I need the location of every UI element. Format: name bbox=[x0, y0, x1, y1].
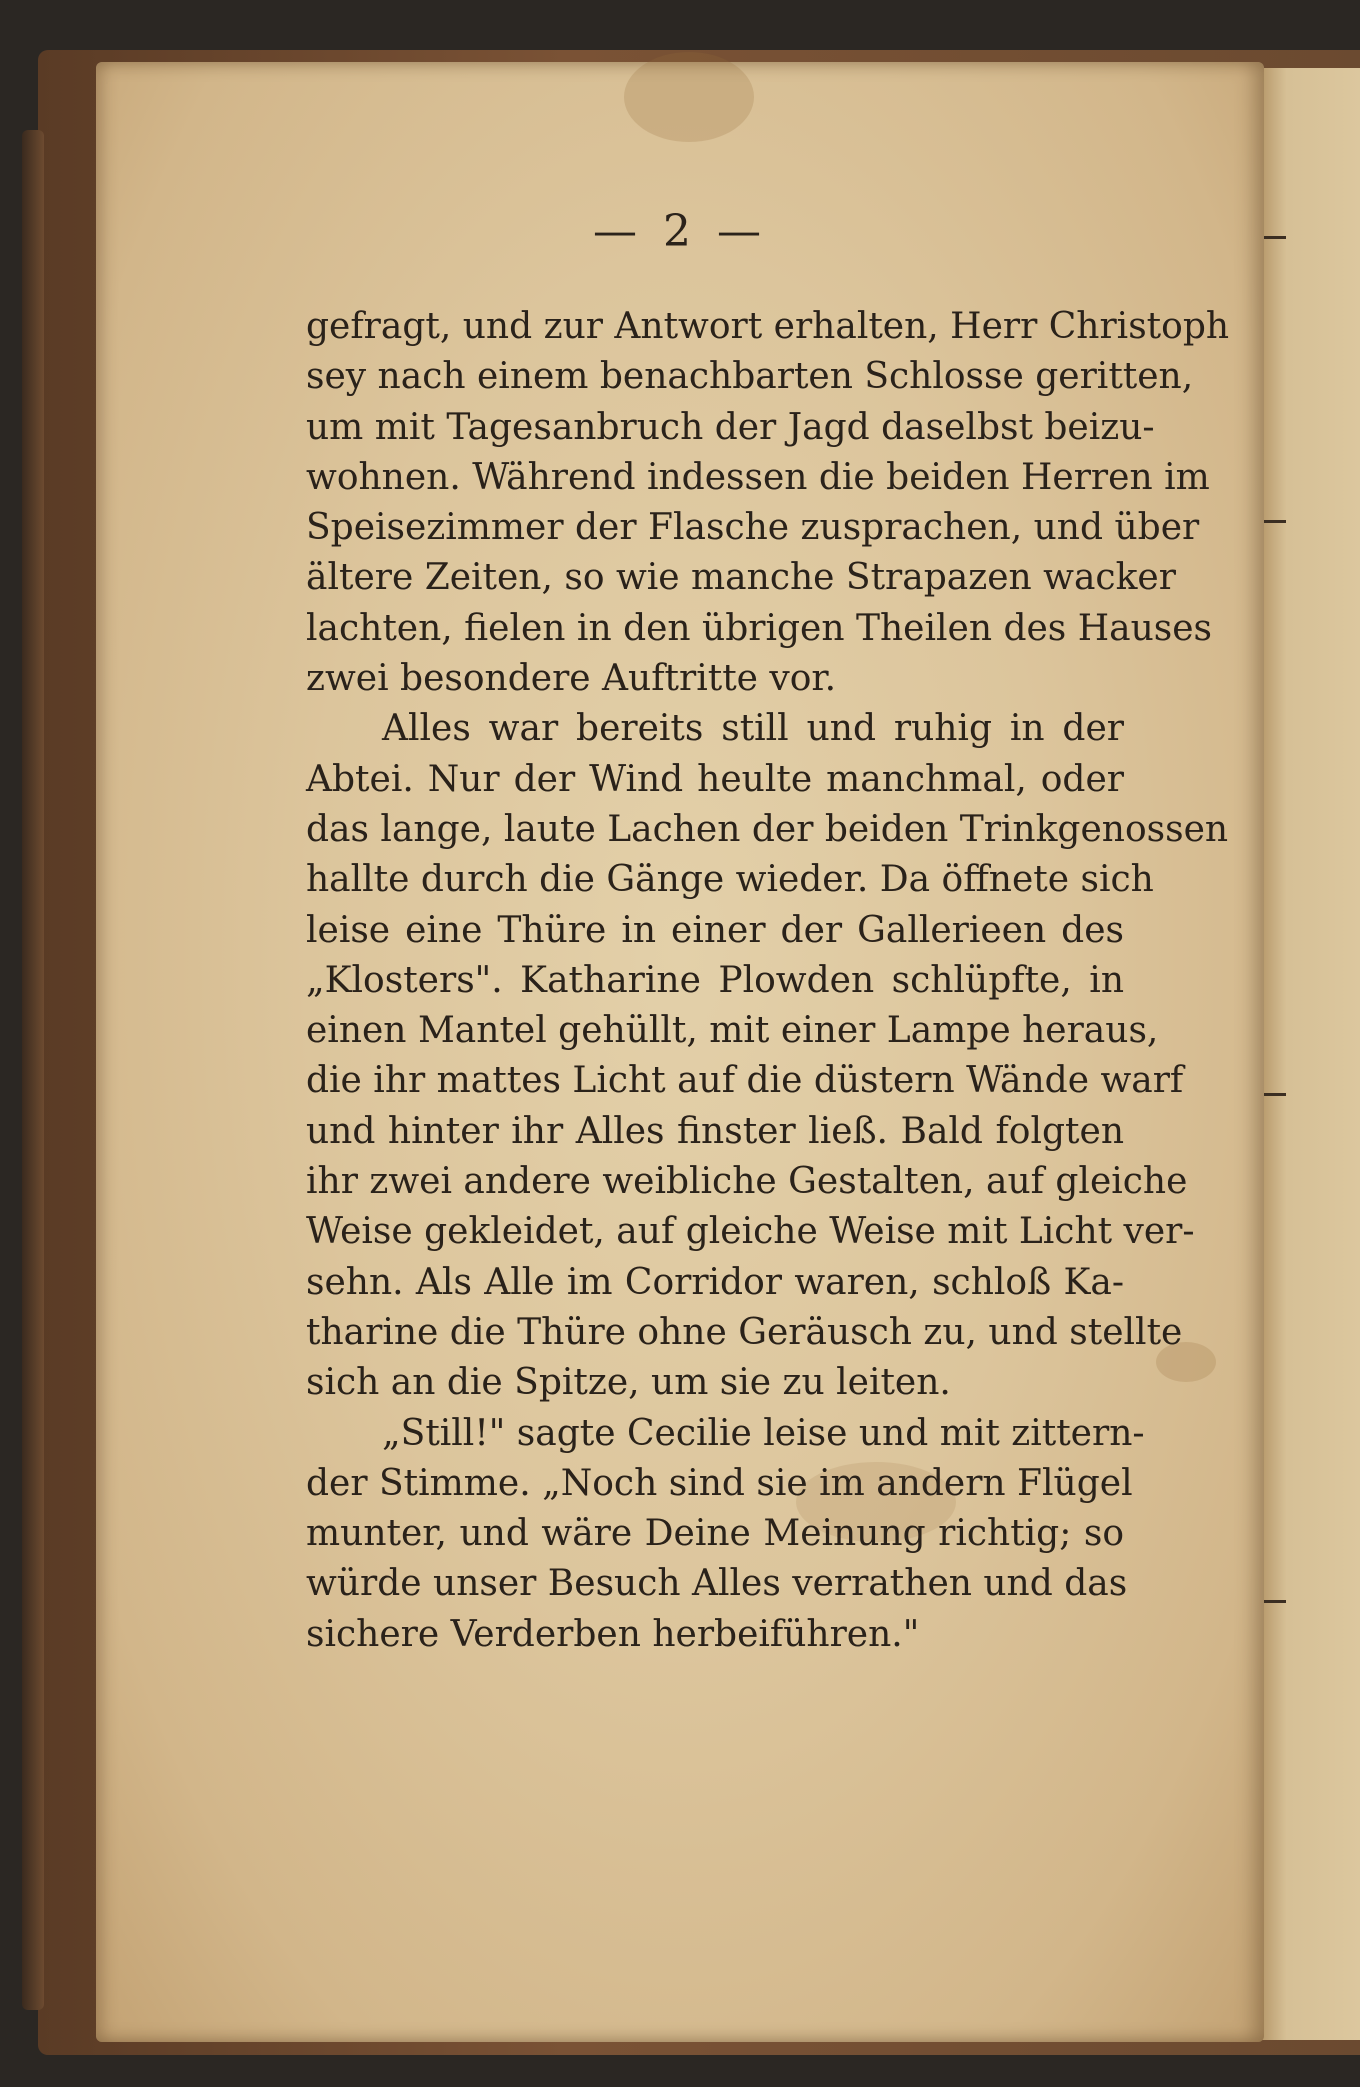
text-line: Weise gekleidet, auf gleiche Weise mit Licht ver- bbox=[306, 1211, 1195, 1253]
text-line: „Klosters". Katharine Plowden schlüpfte, in bbox=[306, 959, 1124, 1001]
text-line: munter, und wäre Deine Meinung richtig; so bbox=[306, 1513, 1124, 1555]
text-line: hallte durch die Gänge wieder. Da öffnete sich bbox=[306, 859, 1154, 901]
page-number: — 2 — bbox=[593, 206, 767, 257]
text-line: einen Mantel gehüllt, mit einer Lampe heraus, bbox=[306, 1010, 1159, 1052]
text-line: leise eine Thüre in einer der Gallerieen des bbox=[306, 909, 1124, 951]
paper-stain bbox=[624, 52, 754, 142]
text-line: und hinter ihr Alles finster ließ. Bald folgten bbox=[306, 1110, 1124, 1152]
text-line: wohnen. Während indessen die beiden Herren im bbox=[306, 456, 1210, 498]
text-line: sehn. Als Alle im Corridor waren, schloß Ka- bbox=[306, 1261, 1124, 1303]
book-spine-edge bbox=[22, 130, 44, 2010]
text-line: sichere Verderben herbeiführen." bbox=[306, 1613, 920, 1655]
text-line: um mit Tagesanbruch der Jagd daselbst beizu- bbox=[306, 406, 1155, 448]
text-line: lachten, fielen in den übrigen Theilen des Hauses bbox=[306, 607, 1213, 649]
text-line: würde unser Besuch Alles verrathen und das bbox=[306, 1563, 1128, 1605]
text-line: ältere Zeiten, so wie manche Strapazen wacker bbox=[306, 557, 1176, 599]
text-line: zwei besondere Auftritte vor. bbox=[306, 658, 837, 700]
text-line: tharine die Thüre ohne Geräusch zu, und stellte bbox=[306, 1311, 1183, 1353]
page-body-text bbox=[306, 302, 1230, 1660]
text-line: gefragt, und zur Antwort erhalten, Herr Christoph bbox=[306, 306, 1230, 347]
text-line: sich an die Spitze, um sie zu leiten. bbox=[306, 1362, 951, 1404]
text-line: „Still!" sagte Cecilie leise und mit zittern- bbox=[382, 1412, 1145, 1454]
text-line: sey nach einem benachbarten Schlosse geritten, bbox=[306, 356, 1194, 398]
text-line: Speisezimmer der Flasche zusprachen, und über bbox=[306, 507, 1200, 549]
text-line: der Stimme. „Noch sind sie im andern Flügel bbox=[306, 1462, 1133, 1504]
text-line: Alles war bereits still und ruhig in der bbox=[382, 708, 1124, 750]
facing-page-edge bbox=[1262, 68, 1360, 2040]
text-line: das lange, laute Lachen der beiden Trinkgenossen bbox=[306, 808, 1229, 850]
text-line: ihr zwei andere weibliche Gestalten, auf gleiche bbox=[306, 1161, 1188, 1203]
text-line: die ihr mattes Licht auf die düstern Wände warf bbox=[306, 1060, 1184, 1102]
text-line: Abtei. Nur der Wind heulte manchmal, oder bbox=[306, 758, 1124, 800]
